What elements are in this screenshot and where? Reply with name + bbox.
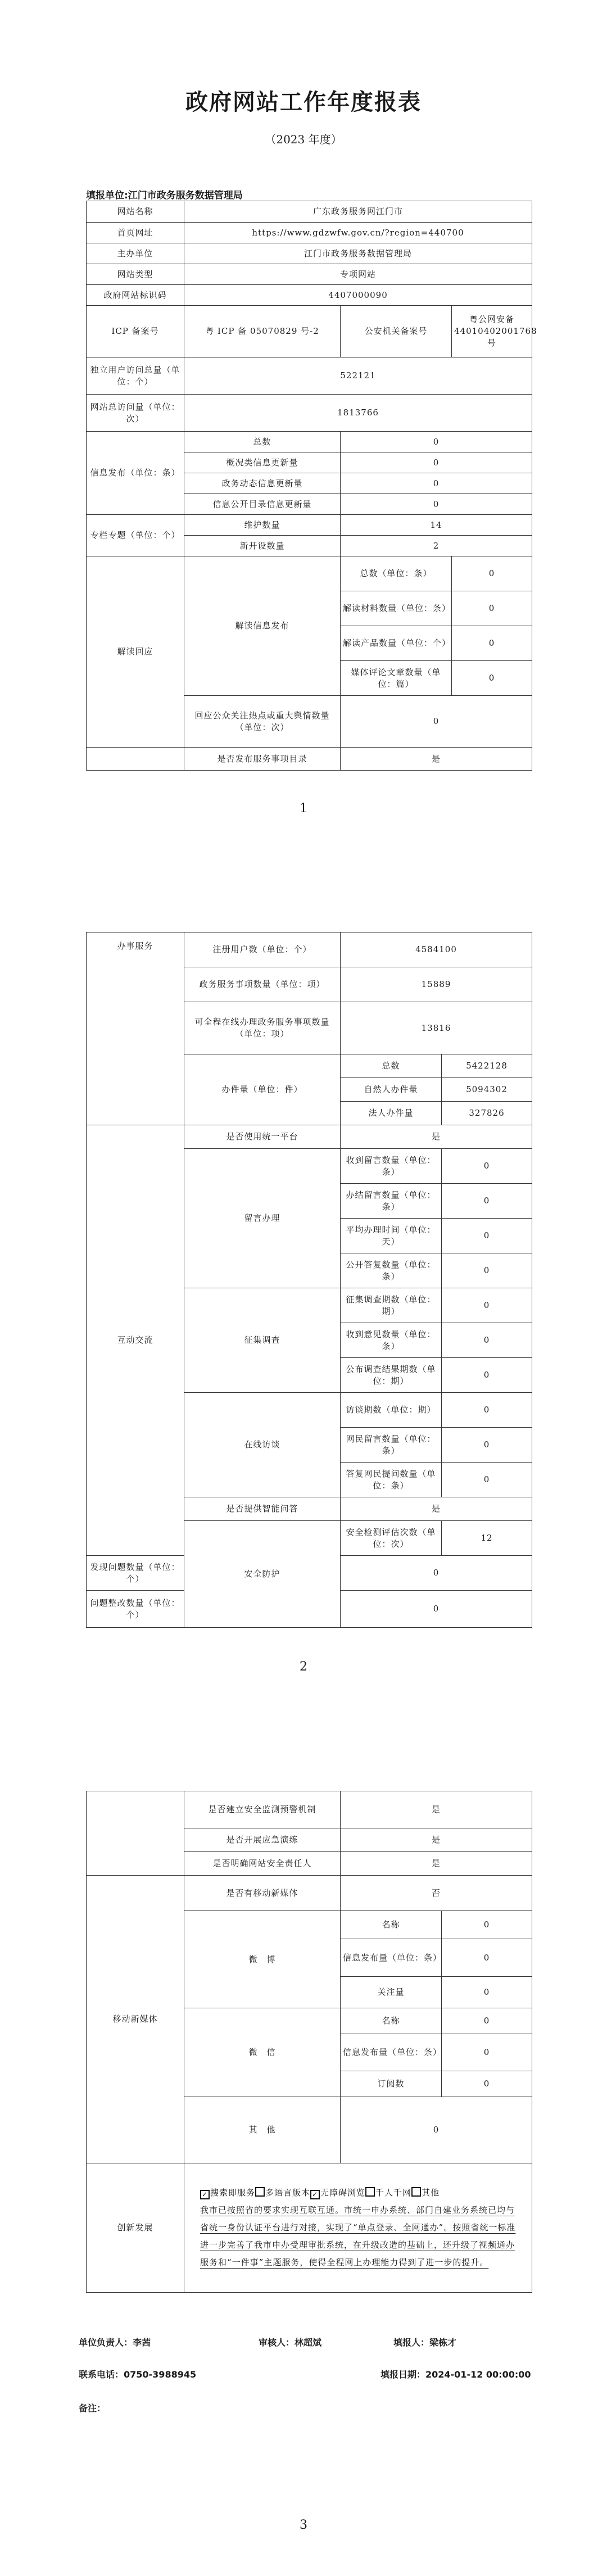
security-row-label: 安全检测评估次数（单位：次） bbox=[341, 1521, 442, 1556]
other-media-value: 0 bbox=[341, 2097, 532, 2163]
security-row-value: 是 bbox=[341, 1828, 532, 1852]
interpret-row-value: 0 bbox=[452, 661, 532, 696]
info-row-value: 0 bbox=[341, 452, 532, 473]
cases-row-value: 5422128 bbox=[442, 1054, 532, 1078]
unit-leader: 单位负责人：李茜 bbox=[79, 2337, 151, 2348]
security-row-label: 发现问题数量（单位：个） bbox=[87, 1556, 184, 1591]
interpret-row-value: 0 bbox=[452, 556, 532, 591]
info-row-label: 概况类信息更新量 bbox=[184, 452, 341, 473]
security-row-label: 是否开展应急演练 bbox=[184, 1828, 341, 1852]
interview-row-label: 网民留言数量（单位：条） bbox=[341, 1428, 442, 1463]
wechat-label: 微 信 bbox=[184, 2008, 341, 2097]
wechat-row-value: 0 bbox=[442, 2034, 532, 2071]
home-url-value: https://www.gdzwfw.gov.cn/?region=440700 bbox=[184, 223, 532, 243]
page-number: 1 bbox=[300, 802, 307, 816]
interpret-label: 解读回应 bbox=[87, 556, 184, 748]
weibo-row-value: 0 bbox=[442, 1977, 532, 2008]
survey-row-label: 收到意见数量（单位：条） bbox=[341, 1323, 442, 1358]
interview-row-value: 0 bbox=[442, 1428, 532, 1463]
home-url-label: 首页网址 bbox=[87, 223, 184, 243]
message-row-label: 平均办理时间（单位：天） bbox=[341, 1219, 442, 1253]
interpret-row-label: 解读产品数量（单位：个） bbox=[341, 626, 452, 661]
has-mobile-value: 否 bbox=[341, 1876, 532, 1911]
service-catalog-value: 是 bbox=[341, 748, 532, 771]
checkbox-unchecked-icon bbox=[365, 2187, 375, 2197]
interaction-label: 互动交流 bbox=[87, 1125, 184, 1556]
message-row-value: 0 bbox=[442, 1184, 532, 1219]
online-items-label: 可全程在线办理政务服务事项数量（单位：项） bbox=[184, 1002, 341, 1054]
security-row-value: 0 bbox=[341, 1556, 532, 1591]
interview-row-value: 0 bbox=[442, 1463, 532, 1497]
wechat-row-label: 名称 bbox=[341, 2008, 442, 2034]
innovation-label: 创新发展 bbox=[87, 2163, 184, 2293]
cases-row-value: 5094302 bbox=[442, 1078, 532, 1102]
qa-label: 是否提供智能问答 bbox=[184, 1497, 341, 1521]
survey-row-label: 公布调查结果期数（单位：期） bbox=[341, 1358, 442, 1393]
site-code-value: 4407000090 bbox=[184, 285, 532, 306]
filler: 填报人：梁栋才 bbox=[393, 2337, 457, 2348]
service-catalog-label: 是否发布服务事项目录 bbox=[184, 748, 341, 771]
checkbox-multilingual[interactable]: 多语言版本 bbox=[255, 2188, 310, 2198]
security-row-label: 是否建立安全监测预警机制 bbox=[184, 1791, 341, 1828]
site-type-value: 专项网站 bbox=[184, 264, 532, 285]
columns-label: 专栏专题（单位：个） bbox=[87, 515, 184, 556]
wechat-row-label: 信息发布量（单位：条） bbox=[341, 2034, 442, 2071]
message-row-label: 收到留言数量（单位：条） bbox=[341, 1149, 442, 1184]
checkbox-other[interactable]: 其他 bbox=[411, 2188, 440, 2198]
cases-row-label: 总数 bbox=[341, 1054, 442, 1078]
info-row-value: 0 bbox=[341, 432, 532, 452]
security-row-value: 12 bbox=[442, 1521, 532, 1556]
survey-row-label: 征集调查期数（单位：期） bbox=[341, 1288, 442, 1323]
cases-row-label: 自然人办件量 bbox=[341, 1078, 442, 1102]
host-label: 主办单位 bbox=[87, 243, 184, 264]
columns-row-value: 2 bbox=[341, 536, 532, 556]
info-row-label: 政务动态信息更新量 bbox=[184, 473, 341, 494]
info-publish-label: 信息发布（单位：条） bbox=[87, 432, 184, 515]
message-row-value: 0 bbox=[442, 1253, 532, 1288]
site-type-label: 网站类型 bbox=[87, 264, 184, 285]
report-table-page-1 bbox=[86, 201, 537, 771]
platform-label: 是否使用统一平台 bbox=[184, 1125, 341, 1149]
security-row-value: 是 bbox=[341, 1791, 532, 1828]
page-title: 政府网站工作年度报表 bbox=[185, 89, 422, 115]
checkbox-unchecked-icon bbox=[411, 2187, 421, 2197]
report-year: （2023 年度） bbox=[265, 133, 342, 146]
weibo-row-value: 0 bbox=[442, 1911, 532, 1939]
page-number: 3 bbox=[300, 2518, 307, 2532]
empty-cell bbox=[87, 1791, 184, 1876]
checkbox-checked-icon: ✓ bbox=[310, 2190, 320, 2199]
has-mobile-label: 是否有移动新媒体 bbox=[184, 1876, 341, 1911]
reviewer: 审核人：林超斌 bbox=[259, 2337, 322, 2348]
security-row-label: 是否明确网站安全责任人 bbox=[184, 1852, 341, 1876]
interpret-row-label: 媒体评论文章数量（单位：篇） bbox=[341, 661, 452, 696]
innovation-description: 我市已按照省的要求实现互联互通。市统一申办系统、部门自建业务系统已均与省统一身份认证平台进行对接，实现了“单点登录、全网通办”。按照省统一标准进一步完善了我市申办受理审批系统，在升级改造的基础上，还升级了视频通办服务和“一件事”主题服务，使得全程网上办理能力得到了进一步的提升。 bbox=[200, 2205, 516, 2267]
weibo-row-label: 信息发布量（单位：条） bbox=[341, 1939, 442, 1977]
users-label: 注册用户数（单位：个） bbox=[184, 932, 341, 967]
weibo-label: 微 博 bbox=[184, 1911, 341, 2008]
icp-label: ICP 备案号 bbox=[87, 306, 184, 357]
contact-phone: 联系电话：0750-3988945 bbox=[79, 2369, 197, 2380]
site-name-label: 网站名称 bbox=[87, 201, 184, 223]
interview-row-value: 0 bbox=[442, 1393, 532, 1428]
innovation-content bbox=[184, 2163, 532, 2293]
message-row-label: 办结留言数量（单位：条） bbox=[341, 1184, 442, 1219]
info-row-value: 0 bbox=[341, 494, 532, 515]
checkbox-accessibility[interactable]: ✓ 无障碍浏览 bbox=[310, 2188, 365, 2198]
service-label: 办事服务 bbox=[87, 932, 184, 1125]
weibo-row-label: 名称 bbox=[341, 1911, 442, 1939]
checkbox-checked-icon: ✓ bbox=[200, 2190, 210, 2199]
checkbox-personalized[interactable]: 千人千网 bbox=[365, 2188, 411, 2198]
pv-value: 1813766 bbox=[184, 395, 532, 432]
fill-date: 填报日期：2024-01-12 00:00:00 bbox=[380, 2369, 531, 2380]
message-row-value: 0 bbox=[442, 1219, 532, 1253]
columns-row-label: 维护数量 bbox=[184, 515, 341, 536]
reporting-unit: 填报单位:江门市政务服务数据管理局 bbox=[86, 190, 243, 201]
interpret-row-value: 0 bbox=[452, 626, 532, 661]
message-row-label: 公开答复数量（单位：条） bbox=[341, 1253, 442, 1288]
users-value: 4584100 bbox=[341, 932, 532, 967]
cases-row-label: 法人办件量 bbox=[341, 1102, 442, 1125]
message-row-value: 0 bbox=[442, 1149, 532, 1184]
page-number: 2 bbox=[300, 1660, 307, 1674]
report-table-page-3 bbox=[86, 1791, 532, 2293]
interview-label: 在线访谈 bbox=[184, 1393, 341, 1497]
cases-row-value: 327826 bbox=[442, 1102, 532, 1125]
interpret-row-value: 0 bbox=[452, 591, 532, 626]
items-value: 15889 bbox=[341, 967, 532, 1002]
mobile-label: 移动新媒体 bbox=[87, 1876, 184, 2163]
info-row-value: 0 bbox=[341, 473, 532, 494]
qa-value: 是 bbox=[341, 1497, 532, 1521]
info-row-label: 信息公开目录信息更新量 bbox=[184, 494, 341, 515]
survey-row-value: 0 bbox=[442, 1323, 532, 1358]
security-row-value: 是 bbox=[341, 1852, 532, 1876]
interpret-publish-label: 解读信息发布 bbox=[184, 556, 341, 696]
weibo-row-value: 0 bbox=[442, 1939, 532, 1977]
wechat-row-value: 0 bbox=[442, 2008, 532, 2034]
survey-row-value: 0 bbox=[442, 1288, 532, 1323]
online-items-value: 13816 bbox=[341, 1002, 532, 1054]
weibo-row-label: 关注量 bbox=[341, 1977, 442, 2008]
security-row-value: 0 bbox=[341, 1591, 532, 1628]
platform-value: 是 bbox=[341, 1125, 532, 1149]
columns-row-label: 新开设数量 bbox=[184, 536, 341, 556]
uv-value: 522121 bbox=[184, 357, 532, 395]
report-table-page-2 bbox=[86, 932, 532, 1628]
wechat-row-label: 订阅数 bbox=[341, 2071, 442, 2097]
cases-label: 办件量（单位：件） bbox=[184, 1054, 341, 1125]
security-label: 安全防护 bbox=[184, 1521, 341, 1628]
survey-row-value: 0 bbox=[442, 1358, 532, 1393]
columns-row-value: 14 bbox=[341, 515, 532, 536]
other-media-label: 其 他 bbox=[184, 2097, 341, 2163]
uv-label: 独立用户访问总量（单位：个） bbox=[87, 357, 184, 395]
remarks: 备注： bbox=[79, 2403, 106, 2414]
checkbox-unchecked-icon bbox=[255, 2187, 265, 2197]
pv-label: 网站总访问量（单位：次） bbox=[87, 395, 184, 432]
police-label: 公安机关备案号 bbox=[341, 306, 452, 357]
interpret-row-label: 解读材料数量（单位：条） bbox=[341, 591, 452, 626]
interview-row-label: 答复网民提问数量（单位：条） bbox=[341, 1463, 442, 1497]
interview-row-label: 访谈期数（单位：期） bbox=[341, 1393, 442, 1428]
survey-label: 征集调查 bbox=[184, 1288, 341, 1393]
police-value: 粤公网安备44010402001768 号 bbox=[452, 306, 532, 357]
hotspot-label: 回应公众关注热点或重大舆情数量（单位：次） bbox=[184, 696, 341, 748]
empty-cell bbox=[87, 748, 184, 771]
site-code-label: 政府网站标识码 bbox=[87, 285, 184, 306]
message-label: 留言办理 bbox=[184, 1149, 341, 1288]
info-row-label: 总数 bbox=[184, 432, 341, 452]
hotspot-value: 0 bbox=[341, 696, 532, 748]
host-value: 江门市政务服务数据管理局 bbox=[184, 243, 532, 264]
site-name-value: 广东政务服务网江门市 bbox=[184, 201, 532, 223]
icp-value: 粤 ICP 备 05070829 号-2 bbox=[184, 306, 341, 357]
checkbox-search-service[interactable]: ✓ 搜索即服务 bbox=[200, 2188, 255, 2198]
interpret-row-label: 总数（单位：条） bbox=[341, 556, 452, 591]
innovation-options bbox=[200, 2184, 519, 2202]
items-label: 政务服务事项数量（单位：项） bbox=[184, 967, 341, 1002]
wechat-row-value: 0 bbox=[442, 2071, 532, 2097]
security-row-label: 问题整改数量（单位：个） bbox=[87, 1591, 184, 1628]
